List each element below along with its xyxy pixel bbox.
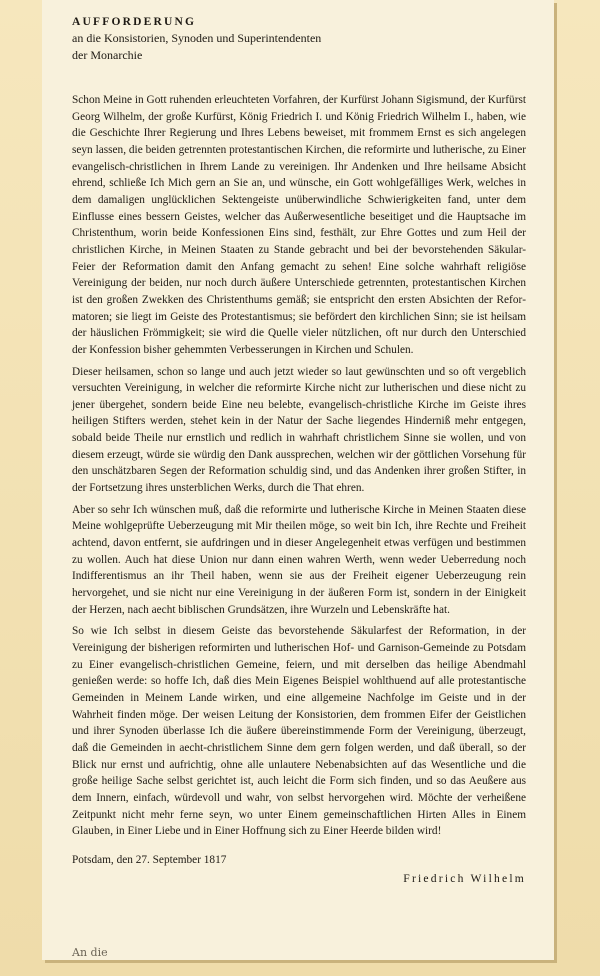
paragraph: Dieser heilsamen, schon so lange und auch jetzt wieder so laut gewünschten und so oft vergeblich versuchten Vereinigung, in welcher die reformirte Kirche nicht zur lutherischen und diese nicht zu jener übergehet, sondern beide Eine neu belebte, evangelisch-christliche Kirche im Geiste ihres heiligen Stifters werden, stehet kein in der Natur der Sache liegendes Hinderniß mehr entgegen, sobald beide Theile nur ernstlich und redlich in wahrhaft christlichem Sinne sie wollen, und von diesem erzeugt, würde sie würdig den Dank aussprechen, welchen wir der göttlichen Vorsehung für den unschätzbaren Segen der Reformation schuldig sind, und das Andenken ihrer großen Stifter, in der Fortsetzung ihres unsterblichen Werks, durch die That ehren. — [72, 365, 526, 495]
subtitle-line: der Monarchie — [72, 48, 143, 62]
signature: Friedrich Wilhelm — [403, 871, 526, 885]
document-title: AUFFORDERUNG — [72, 16, 197, 28]
next-page-fragment: An die — [72, 946, 108, 959]
subtitle-line: an die Konsistorien, Synoden und Superintendenten — [72, 31, 322, 45]
document-footer — [72, 854, 526, 894]
paragraph: So wie Ich selbst in diesem Geiste das bevorstehende Säkularfest der Reformation, in der Vereinigung der bisherigen reformirten und lutherischen Hof- und Garnison-Gemeinde zu Potsdam zu Einer evangelisch-christlichen Gemeine, feiern, und mit derselben das heilige Abendmahl genießen werde: so hoffe Ich, daß dies Mein Eigenes Beispiel wohlthuend auf alle protestantische Gemeinden in Meinem Lande wirken, und eine allgemeine Nachfolge im Geiste und in der Wahrheit finden möge. Der weisen Leitung der Konsistorien, dem frommen Eifer der Geistlichen und ihrer Synoden überlasse Ich die äußere übereinstimmende Form der Vereinigung, überzeugt, daß die Gemeinden in aecht-christlichem Sinne dem gern folgen werden, und daß überall, so der Blick nur ernst und aufrichtig, ohne alle unlautere Nebenabsichten auf das Wesentliche und die große heilige Sache selbst gerichtet ist, auch leicht die Form sich finden, und so das Aeußere aus dem Innern, einfach, würdevoll und wahr, von selbst hervorgehen wird. Möchte der verheißene Zeitpunkt nicht mehr ferne seyn, wo unter Einem gemeinschaftlichen Hirten Alles in Einem Glauben, in Einer Liebe und in Einer Hoffnung sich zu Einer Heerde bilden wird! — [72, 625, 526, 838]
paragraph: Aber so sehr Ich wünschen muß, daß die reformirte und lutherische Kirche in Meinen Staaten diese Meine wohlgeprüfte Ueberzeugung mit Mir theilen möge, so weit bin Ich, ihre Rechte und Freiheit achtend, davon entfernt, sie aufdringen und in dieser Angelegenheit etwas verfügen und bestimmen zu wollen. Auch hat diese Union nur dann einen wahren Werth, wenn weder Ueberredung noch Indifferentismus an ihr Theil haben, wenn sie aus der Freiheit eigener Ueberzeugung rein hervorgehet, und sie nicht nur eine Vereinigung in der äußeren Form ist, sondern in der Einigkeit der Herzen, nach aecht biblischen Grundsätzen, ihre Wurzeln und Lebenskräfte hat. — [72, 503, 526, 616]
document-body — [72, 92, 526, 840]
place-date: Potsdam, den 27. September 1817 — [72, 853, 227, 866]
paragraph: Schon Meine in Gott ruhenden erleuchteten Vorfahren, der Kurfürst Johann Sigismund, der Kurfürst Georg Wilhelm, der große Kurfürst, König Friedrich I. und König Friedrich Wilhelm I., haben, wie die Geschichte Ihrer Regierung und Ihres Lebens beweiset, mit frommem Ernst es sich angelegen seyn lassen, die beiden getrennten protestantischen Kirchen, die reformirte und lutherische, zu Einer evangelisch-christlichen in Ihrem Lande zu vereinigen. Ihr Andenken und Ihre heilsame Absicht ehrend, schließe Ich Mich gern an Sie an, und wünsche, ein Gott wohlgefälliges Werk, welches in dem damaligen unglücklichen Sektengeiste unüberwindliche Schwierigkeiten fand, unter dem Einflusse eines bessern Geistes, welcher das Außerwesentliche beseitiget und die Hauptsache im Christenthum, worin beide Konfessionen Eins sind, festhält, zur Ehre Gottes und zum Heil der christlichen Kirche, in Meinen Staaten zu Stande gebracht und bei der bevorstehenden Säkular-Feier der Reformation damit den Anfang gemacht zu sehen! Eine solche wahrhaft religiöse Vereinigung der beiden, nur noch durch äußere Unterschiede getrennten, protestantischen Kirchen ist den großen Zwekken des Christenthums gemäß; sie entspricht den ersten Absichten der Reformatoren; sie liegt im Geiste des Protestantismus; sie befördert den kirchlichen Sinn; sie ist heilsam der häuslichen Frömmigkeit; sie wird die Quelle vieler nützlichen, oft nur durch den Unterschied der Konfession bisher gehemmten Verbesserungen in Kirchen und Schulen. — [72, 94, 526, 356]
document-page — [42, 0, 554, 960]
document-text — [72, 14, 526, 894]
